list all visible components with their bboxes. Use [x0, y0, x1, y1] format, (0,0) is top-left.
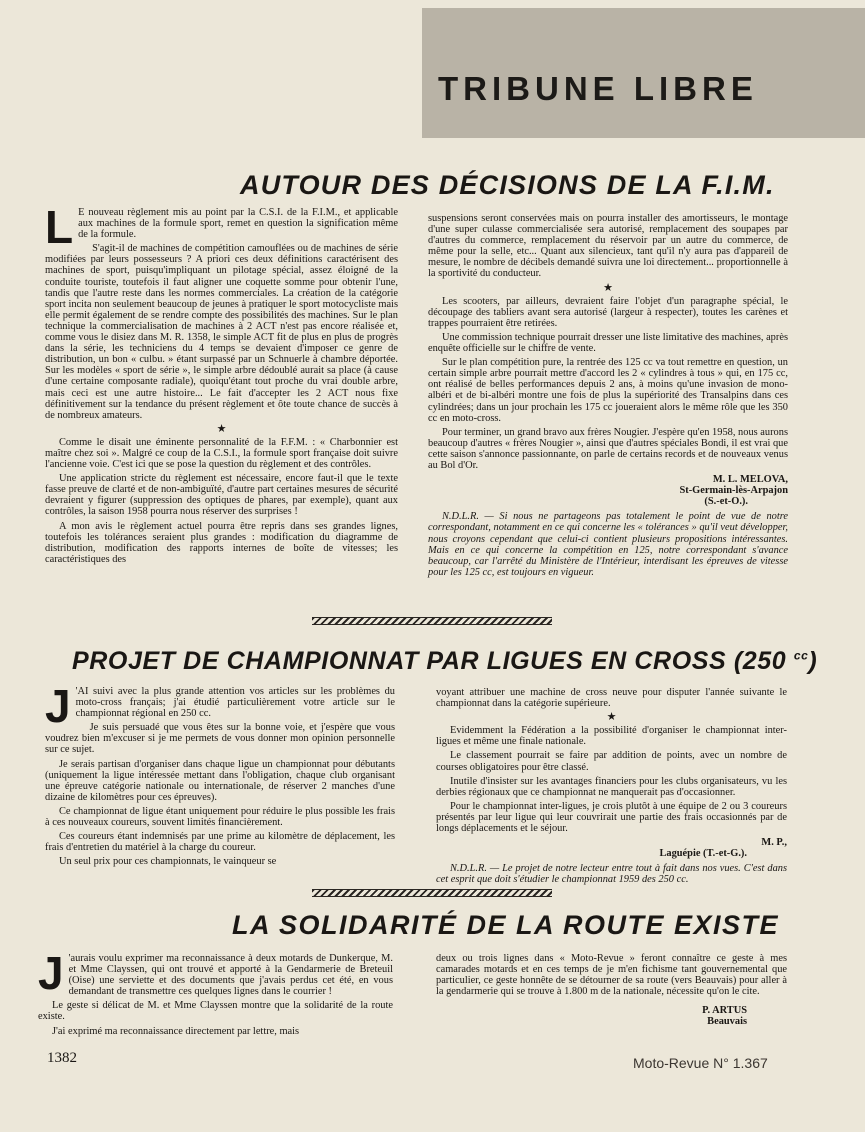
section-divider: [312, 889, 552, 897]
article2-left-column: [45, 680, 395, 870]
article2-paragraph: Je serais partisan d'organiser dans chaque ligue un championnat pour débutants (uniquement la ligue intéressée mettant dans l'obligation, chaque club organisant une épreuve catégorie nationale ou internationale, de réserver 2 manches d'une dizaine de kilomètres pour ces épreuves).: [45, 758, 395, 803]
article1-paragraph: L E nouveau règlement mis au point par la C.S.I. de la F.I.M., et applicable aux machines de la formule sport, remet en question la signification même de la formule.: [45, 201, 398, 253]
article1-paragraph: Comme le disait une éminente personnalité de la F.F.M. : « Charbonnier est maître chez soi ». Malgré ce coup de la C.S.I., la formule sport française doit suivre l'ancienne voie. C'est ici que se pose la question du règlement et des contrôles.: [45, 436, 398, 471]
article2-paragraph: Ce championnat de ligue étant uniquement pour réduire le plus possible les frais à ces nouveaux coureurs, souvent limités financièrement.: [45, 805, 395, 829]
article2-right-column: [436, 687, 787, 889]
star-separator: ★: [216, 422, 227, 435]
article3-paragraph: Le geste si délicat de M. et Mme Clayssen montre que la solidarité de la route existe.: [38, 1000, 393, 1023]
article3-right-column: [436, 953, 787, 1032]
section-divider: [312, 617, 552, 625]
article1-paragraph: Pour terminer, un grand bravo aux frères Nougier. J'espère qu'en 1958, nous aurons beaucoup d'autres « frères Nougier », ainsi que d'autres spéciales Bondi, il est vrai que cette saison s'annonce passionnante, on parle de certains records et de nouveaux venus au Bol d'Or.: [428, 426, 788, 471]
article1-signature-dept: (S.-et-O.).: [704, 496, 748, 508]
article1-paragraph: suspensions seront conservées mais on pourra installer des amortisseurs, le montage d'une super culasse commercialisée sera autorisé, remplacement des soupapes par d'autres du commerce, remplacement du réservoir par un autre du commerce, de même pour la selle, etc... Quant aux silencieux, tant qu'il n'y aura pas d'appareil de mesure, le nombre de décibels demandé suivra une loi directement... proportionnelle à la sportivité du conducteur.: [428, 213, 788, 280]
article3-signature: P. ARTUS: [702, 1005, 747, 1017]
article1-paragraph: S'agit-il de machines de compétition camouflées ou de machines de série modifiées par leurs possesseurs ? A priori ces deux définitions caractérisent des machines de sport, puisqu'impliquant un pilotage spécial, assez éloigné de la conduite touriste, toutefois il faut aligner une coquette somme pour obtenir l'une, tandis que l'autre reste dans les normes commerciales. La création de la catégorie sport incita non seulement beaucoup de jeunes à pratiquer le sport motocycliste mais elle permit également de se rendre compte des possibilités des machines. Sur le plan technique la commercialisation de machines à 2 ACT n'est pas encore réalisée et, comme vous le disiez dans M. R. 1358, le simple ACT fit de plus en plus de progrès dans la série, les techniciens du 4 temps se devaient d'imposer ce genre de distribution, un bon « culbu. » étant surpassé par un Schnuerle à chambre déportée. Sur les modèles « sport de série », le simple arbre dédoublé aurait sa place (à cause d'une certaine composante radiale), quoiqu'étant tout proche du vrai double arbre, mais ceci est une autre histoire... Le fait d'accepter les 2 ACT nous fixe définitivement sur la tendance du présent règlement et ôte toute chance de succès à de nombreux amateurs.: [45, 243, 398, 421]
article2-paragraph: J 'AI suivi avec la plus grande attention vos articles sur les problèmes du moto-cross français; j'ai étudié particulièrement votre article sur le championnat régional en 250 cc.: [45, 680, 395, 732]
star-separator: ★: [606, 711, 617, 724]
article2-paragraph: Evidemment la Fédération a la possibilité d'organiser le championnat inter-ligues et même une finale nationale.: [436, 725, 787, 748]
section-title: TRIBUNE LIBRE: [438, 70, 758, 107]
article3-paragraph: deux ou trois lignes dans « Moto-Revue » feront connaître ce geste à mes camarades motards et en ces temps de je m'en fichisme tant gouvernemental que particulier, ce geste honnête de se détourner de sa route (vers Beauvais) pour aller à la gendarmerie qui se trouve à 1.800 m de la nationale, nécessite qu'on le cite.: [436, 953, 787, 998]
article2-paragraph: Le classement pourrait se faire par addition de points, avec un nombre de courses obligatoires pour être classé.: [436, 750, 787, 773]
article2-paragraph: Je suis persuadé que vous êtes sur la bonne voie, et j'espère que vous voudrez bien m'excuser si je me permets de vous donner mon opinion personnelle sur ce sujet.: [45, 722, 395, 756]
article2-paragraph: Un seul prix pour ces championnats, le vainqueur se: [59, 856, 277, 868]
article1-signature-place: St-Germain-lès-Arpajon: [679, 485, 788, 497]
article3-title: LA SOLIDARITÉ DE LA ROUTE EXISTE: [232, 910, 780, 940]
article1-paragraph: Une application stricte du règlement est nécessaire, encore faut-il que le texte fasse preuve de clarté et de non-ambiguïté, d'autre part certaines mesures de sécurité devraient y figurer (suppression des optiques de phares, par exemple), quant aux contrôles, la saison 1958 pourra nous réserver des surprises !: [45, 473, 398, 518]
article2-paragraph: Ces coureurs étant indemnisés par une prime au kilomètre de déplacement, les frais d'entretien du matériel à la charge du coureur.: [45, 831, 395, 854]
article3-signature-place: Beauvais: [707, 1016, 747, 1028]
issue-label: Moto-Revue N° 1.367: [633, 1055, 768, 1071]
article2-dropcap: J: [45, 680, 71, 732]
article1-paragraph: Une commission technique pourrait dresser une liste limitative des machines, après enquête officielle sur le chiffre de vente.: [428, 331, 788, 355]
page-number: 1382: [47, 1050, 77, 1066]
article1-paragraph: Sur le plan compétition pure, la rentrée des 125 cc va tout remettre en question, un certain simple arbre pourrait mettre d'accord les 2 « cylindres à tous » qui, en 175 cc, ont réalisé de belles performances depuis 2 ans, à moins qu'une invasion de mono-albéri et de bi-albéri montre une fois de plus la supériorité des Transalpins dans ces cylindrées; dans un jour prochain les 175 cc joueraient alors le même rôle que les 350 cc en moto-cross.: [428, 357, 788, 424]
article2-paragraph: Inutile d'insister sur les avantages financiers pour les clubs organisateurs, vu les derbies régionaux que ce championnat ne manquerait pas d'occasionner.: [436, 775, 787, 798]
article2-paragraph: voyant attribuer une machine de cross neuve pour disputer l'année suivante le championnat dans la catégorie supérieure.: [436, 687, 787, 710]
article2-signature-place: Laguépie (T.-et-G.).: [659, 848, 747, 860]
article3-left-column: [38, 947, 393, 1040]
article1-paragraph: Les scooters, par ailleurs, devraient faire l'objet d'un paragraphe spécial, le découpage des tabliers avant sera autorisé (largeur à respecter), toutes les carènes et trappes pourraient être retirées.: [428, 295, 788, 329]
article3-paragraph: J'ai exprimé ma reconnaissance directement par lettre, mais: [52, 1025, 300, 1037]
article2-editor-note: N.D.L.R. — Le projet de notre lecteur entre tout à fait dans nos vues. C'est dans cet esprit que doit s'étudier le championnat 1959 des 250 cc.: [436, 863, 787, 886]
article1-dropcap: L: [45, 201, 74, 253]
article1-editor-note: N.D.L.R. — Si nous ne partageons pas totalement le point de vue de notre correspondant, notamment en ce qui concerne les « tolérances » qu'il veut développer, nous croyons cependant que celui-ci contient plusieurs propositions intéressantes. Mais en ce qui concerne la compétition en 125, notre correspondant s'avance beaucoup, car l'arrêté du Ministère de l'Intérieur, interdisant les épreuves de vitesse pour les 125 cc, est toujours en vigueur.: [428, 511, 788, 578]
article2-title: PROJET DE CHAMPIONNAT PAR LIGUES EN CROSS (250 $^{cc}$): [72, 647, 818, 675]
article1-paragraph: A mon avis le règlement actuel pourra être repris dans ses grandes lignes, toutefois les tolérances seraient plus grandes : modification du diagramme de distribution, modification des rapports internes de boîte de vitesses; les caractéristiques des: [45, 520, 398, 565]
article3-dropcap: J: [38, 947, 64, 999]
article2-paragraph: Pour le championnat inter-ligues, je crois plutôt à une équipe de 2 ou 3 coureurs présentés par leur ligue qui leur couvrirait une partie des frais occasionnés par de longs déplacements et le séjour.: [436, 800, 787, 835]
article1-signature: M. L. MELOVA,: [712, 474, 788, 486]
article1-left-column: [45, 201, 398, 568]
article1-right-column: [428, 213, 788, 581]
article3-paragraph: J 'aurais voulu exprimer ma reconnaissance à deux motards de Dunkerque, M. et Mme Clayssen, qui ont trouvé et apporté à la Gendarmerie de Breteuil (Oise) une serviette et des documents que j'avais perdus cet été, en vous demandant de transmettre ces quelques lignes dans le courrier !: [38, 947, 393, 999]
article1-title: AUTOUR DES DÉCISIONS DE LA F.I.M.: [240, 170, 775, 200]
star-separator: ★: [603, 281, 613, 294]
article2-signature: M. P.,: [761, 837, 787, 849]
